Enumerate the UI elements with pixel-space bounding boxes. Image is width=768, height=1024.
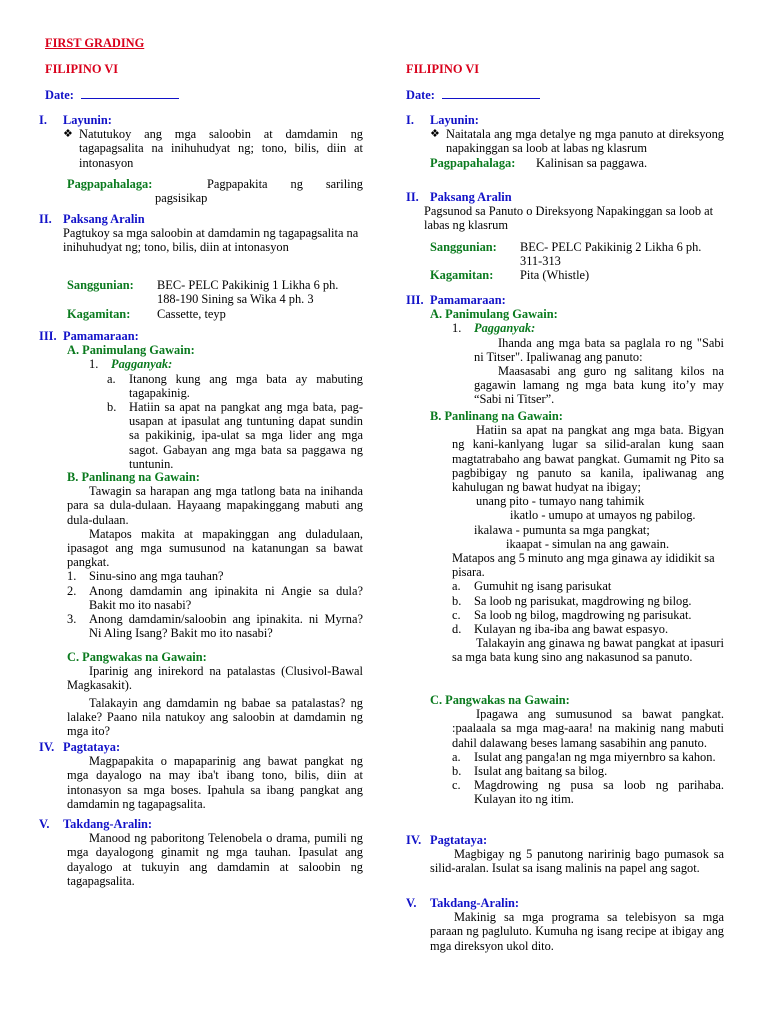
pagpapahalaga-row (67, 177, 363, 205)
pagtataya-text: Magpapakita o mapaparinig ang bawat pangkat ng mga dayalogo na may iba't ibang tono, bilis, diin at intonasyon sa mga boses. Ipahula sa ibang pangkat ang damdamin ng tagapagsalita. (67, 754, 363, 811)
kagamitan-text: Cassette, teyp (157, 307, 226, 322)
panlinang-section (67, 470, 363, 640)
pangwakas-title: C. Pangwakas na Gawain: (430, 693, 570, 707)
section-title: Paksang Aralin (430, 190, 512, 204)
pagganyak-number: 1. (89, 357, 99, 372)
hudyat-item: ikaapat - simulan na ang gawain. (506, 536, 670, 551)
pagtataya-text: Magbigay ng 5 panutong naririnig bago pumasok sa silid-aralan. Isulat sa isang malinis na papel ang sagot. (430, 847, 724, 876)
item-marker: 1. (67, 569, 77, 584)
item-marker: a. (452, 579, 461, 594)
item-text: Sinu-sino ang mga tauhan? (89, 569, 224, 584)
section-number: IV. (406, 833, 422, 847)
pagganyak-number: 1. (452, 321, 462, 336)
list-item (452, 764, 724, 778)
list-item (67, 569, 363, 583)
item-text: Hatiin sa apat na pangkat ang mga bata, pag-usapan at ipasulat ang tuntuning dapat sundin sa pakikinig, ipa-ulat sa mga lider ang mga sagot. Gabayan ang mga bata sa paggawa ng tuntunin. (129, 400, 363, 471)
pagpapahalaga-text-a: Pagpapakita ng sariling (207, 177, 363, 191)
date-blank (442, 88, 540, 99)
pagganyak-heading (406, 321, 724, 335)
item-text: Isulat ang baitang sa bilog. (474, 764, 608, 779)
takdang-section (406, 896, 724, 953)
panimulang-title: A. Panimulang Gawain: (67, 343, 195, 358)
item-marker: a. (107, 371, 116, 386)
pagganyak-heading (39, 357, 363, 371)
item-marker: c. (452, 778, 461, 793)
section-title: Takdang-Aralin: (430, 896, 520, 910)
pagganyak-p1: Ihanda ang mga bata sa paglala ro ng "Sabi ni Titser". Ipaliwanag ang panuto: (474, 335, 724, 364)
grading-title: FIRST GRADING (45, 36, 145, 50)
section-number: III. (406, 293, 424, 307)
section-title: Layunin: (430, 113, 479, 127)
section-number: II. (406, 190, 419, 204)
kagamitan-label: Kagamitan: (67, 307, 131, 322)
pamamaraan-section (39, 329, 363, 471)
sanggunian-text: BEC- PELC Pakikinig 1 Likha 6 ph. 188-190 Sining sa Wika 4 ph. 3 (157, 278, 339, 307)
panlinang-title: B. Panlinang na Gawain: (67, 470, 200, 484)
section-title: Takdang-Aralin: (63, 817, 153, 831)
hudyat-item: ikalawa - pumunta sa mga pangkat; (474, 522, 650, 537)
item-text: Gumuhit ng isang parisukat (474, 579, 612, 594)
list-item (67, 612, 363, 640)
pagganyak-title: Pagganyak: (111, 357, 173, 372)
section-title: Pamamaraan: (430, 293, 506, 307)
subject-title: FILIPINO VI (406, 62, 480, 76)
panlinang-p2: Matapos ang 5 minuto ang mga ginawa ay ididikit sa pisara. (452, 551, 715, 580)
panimulang-title: A. Panimulang Gawain: (430, 307, 558, 322)
panlinang-p2: Matapos makita at mapakinggan ang duladulaan, ipasagot ang mga sumusunod na katanungan sa bawat pangkat. (67, 526, 363, 570)
item-text: Sa loob ng bilog, magdrowing ng parisukat. (474, 607, 692, 622)
pagpapahalaga-label: Pagpapahalaga: (67, 177, 153, 191)
section-title: Paksang Aralin (63, 212, 145, 226)
list-item (452, 594, 724, 608)
item-marker: b. (452, 593, 462, 608)
date-line (406, 88, 540, 102)
takdang-text: Makinig sa mga programa sa telebisyon sa mga paraan ng pagluluto. Kumuha ng isang recipe at ibigay ang mga direksyon ukol dito. (430, 910, 724, 953)
list-item (107, 400, 363, 471)
diamond-bullet-icon: ❖ (63, 128, 73, 141)
panlinang-p1: Hatiin sa apat na pangkat ang mga bata. Bigyan ng kani-kanlyang lugar sa silid-aralan kung saan magtatrabaho ang bawat pangkat. Gumamit ng Pito sa pagbibigay ng panuto sa kanila, ipaliwanag ang kahulugan ng bawat hudyat na ibigay; (452, 423, 724, 495)
item-text: Magdrowing ng pusa sa loob ng parihaba. Kulayan ito ng itim. (474, 778, 724, 807)
item-text: Sa loob ng parisukat, magdrowing ng bilog. (474, 593, 692, 608)
date-blank (81, 88, 179, 99)
pagganyak-title: Pagganyak: (474, 321, 536, 336)
pangwakas-section (430, 693, 724, 807)
hudyat-item: unang pito - tumayo nang tahimik (476, 494, 645, 509)
diamond-bullet-icon: ❖ (430, 128, 440, 141)
pagganyak-list (39, 372, 363, 471)
item-text: Itanong kung ang mga bata ay mabuting tagapakinig. (129, 371, 363, 400)
kagamitan-label: Kagamitan: (430, 268, 494, 283)
list-item (452, 750, 724, 764)
list-item (452, 622, 724, 636)
section-title: Pamamaraan: (63, 329, 139, 343)
panlinang-title: B. Panlinang na Gawain: (430, 409, 563, 423)
sanggunian-label: Sanggunian: (430, 240, 497, 254)
paksang-text: Pagtukoy sa mga saloobin at damdamin ng tagapagsalita na inihuhudyat ng; tono, bilis, diin at intonasyon (63, 226, 359, 255)
sanggunian-text: BEC- PELC Pakikinig 2 Likha 6 ph. 311-313 (520, 240, 702, 269)
pangwakas-p1: Ipagawa ang sumusunod sa bawat pangkat. :paalaala sa mga mag-aara! na makinig nang mabuti dahil dalawang beses lamang sasabihin ang panuto. (452, 707, 724, 750)
layunin-text: Natutukoy ang mga saloobin at damdamin ng tagapagsalita na inihuhudyat ng; tono, bilis, diin at intonasyon (79, 127, 363, 170)
panlinang-section (430, 409, 724, 665)
paksang-text: Pagsunod sa Panuto o Direksyong Napakinggan sa loob at labas ng klasrum (424, 204, 714, 233)
list-item (452, 579, 724, 593)
panlinang-p1: Tawagin sa harapan ang mga tatlong bata na inihanda para sa dula-dulaan. Hayaang mapakinggang mabuti ang dula-dulaan. (67, 484, 363, 527)
sanggunian-label: Sanggunian: (67, 278, 134, 292)
pagtataya-section (406, 833, 724, 876)
section-number: I. (39, 113, 47, 127)
panlinang-list (67, 569, 363, 640)
layunin-text: Naitatala ang mga detalye ng mga panuto at direksyong napakinggan sa loob at labas ng klasrum (446, 127, 724, 156)
sanggunian-row (430, 240, 724, 283)
subject-title: FILIPINO VI (45, 62, 119, 76)
date-label: Date: (45, 88, 74, 102)
pangwakas-p2: Talakayin ang damdamin ng babae sa patalastas? ng lalake? Paano nila natukoy ang saloobin at damdamin ng mga ito? (67, 695, 363, 739)
hudyat-item: ikatlo - umupo at umayos ng pabilog. (510, 508, 696, 523)
layunin-section (406, 113, 724, 170)
section-number: I. (406, 113, 414, 127)
section-number: V. (406, 896, 417, 910)
paksang-section (39, 212, 363, 255)
pangwakas-p1: Iparinig ang inirekord na patalastas (Clusivol-Bawal Magkasakit). (67, 664, 363, 693)
item-marker: 3. (67, 612, 77, 627)
section-title: Pagtataya: (63, 740, 121, 754)
section-number: IV. (39, 740, 55, 754)
section-number: II. (39, 212, 52, 226)
pagpapahalaga-text-b: pagsisikap (155, 191, 208, 206)
pagganyak-p2: Maasasabi ang guro ng salitang kilos na gagawin lamang ng mga bata kung ito’y may “Sabi ni Titser”. (474, 364, 724, 407)
date-line (45, 88, 179, 102)
item-text: Isulat ang panga!an ng mga miyernbro sa kahon. (474, 749, 716, 764)
panlinang-list (430, 579, 724, 636)
hudyat-list (430, 494, 724, 551)
item-marker: b. (107, 400, 117, 415)
pagtataya-section (39, 740, 363, 811)
pagpapahalaga-text: Kalinisan sa paggawa. (536, 155, 648, 170)
item-text: Anong damdamin/saloobin ang ipinakita. ni Myrna? Ni Aling Isang? Bakit mo ito nasabi? (89, 612, 363, 641)
pangwakas-section (67, 650, 363, 738)
item-text: Kulayan ng iba-iba ang bawat espasyo. (474, 622, 669, 637)
item-marker: a. (452, 749, 461, 764)
panlinang-p3: Talakayin ang ginawa ng bawat pangkat at ipasuri sa mga bata kung sino ang nakasunod sa panuto. (452, 636, 724, 665)
section-number: V. (39, 817, 50, 831)
item-marker: c. (452, 607, 461, 622)
layunin-section (39, 113, 363, 170)
item-marker: 2. (67, 583, 77, 598)
takdang-text: Manood ng paboritong Telenobela o drama, pumili ng mga dayalogong ginamit ng mga tauhan. Ipasulat ang dayalogo at tukuyin ang damdamin at saloobin ng tagapagsalita. (67, 831, 363, 888)
section-title: Pagtataya: (430, 833, 488, 847)
pangwakas-list (430, 750, 724, 807)
item-marker: d. (452, 622, 462, 637)
list-item (107, 372, 363, 400)
item-text: Anong damdamin ang ipinakita ni Angie sa dula? Bakit mo ito nasabi? (89, 583, 363, 612)
paksang-section (406, 190, 724, 233)
pagganyak-body (406, 336, 724, 407)
item-marker: b. (452, 764, 462, 779)
pagpapahalaga-label: Pagpapahalaga: (430, 155, 516, 170)
section-number: III. (39, 329, 57, 343)
list-item (452, 778, 724, 806)
section-title: Layunin: (63, 113, 112, 127)
list-item (67, 584, 363, 612)
takdang-section (39, 817, 363, 888)
kagamitan-text: Pita (Whistle) (520, 268, 590, 283)
sanggunian-row (67, 278, 363, 322)
date-label: Date: (406, 88, 435, 102)
list-item (452, 608, 724, 622)
pangwakas-title: C. Pangwakas na Gawain: (67, 650, 207, 664)
pamamaraan-section (406, 293, 724, 407)
